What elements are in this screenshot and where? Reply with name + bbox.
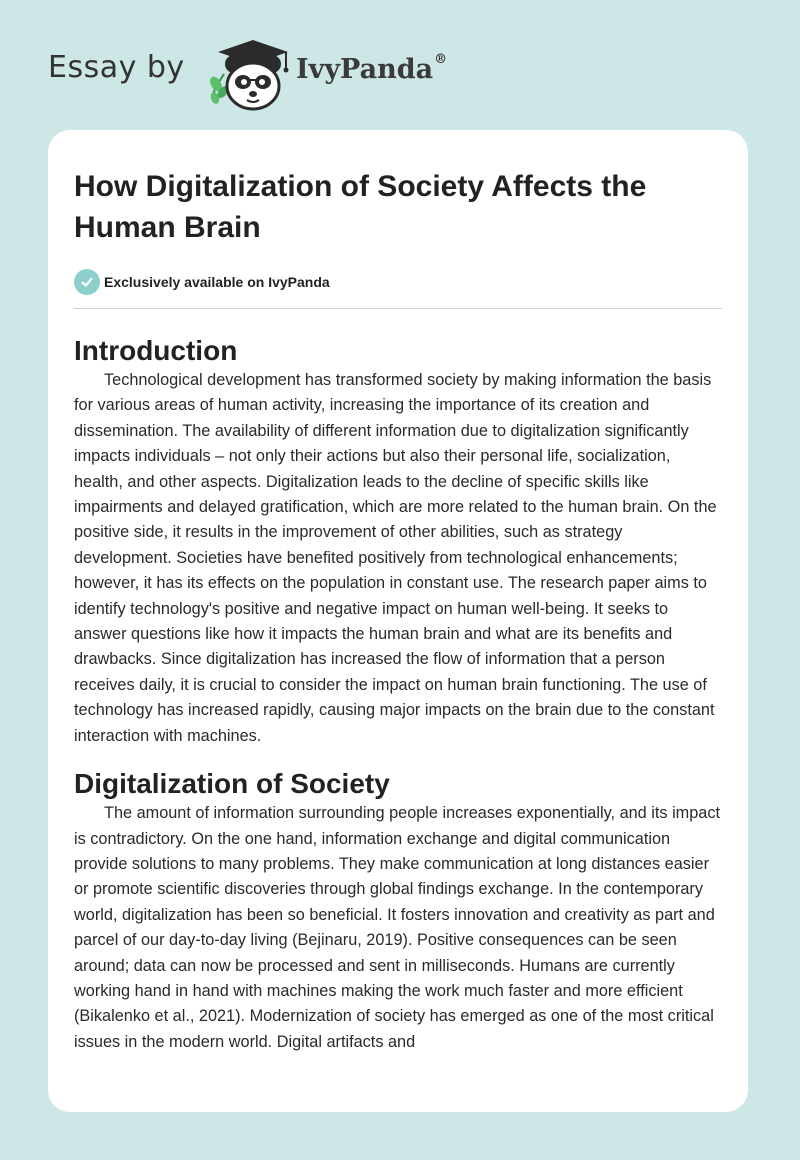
essay-by-label: Essay by <box>48 50 185 85</box>
brand-name[interactable] <box>296 54 447 85</box>
registered-mark: ® <box>434 52 448 67</box>
badge-text: Exclusively available on IvyPanda <box>104 274 330 290</box>
section-paragraph-introduction: Technological development has transformed society by making information the basis for various areas of human activity, increasing the importance of its creation and dissemination. The availability of different information due to digitalization significantly impacts individuals – not only their actions but also their personal life, socialization, health, and other aspects. Digitalization leads to the decline of specific skills like impairments and delayed gratification, which are more related to the human brain. On the positive side, it results in the improvement of other abilities, such as strategy development. Societies have benefited positively from technological enhancements; however, it has its effects on the population in constant use. The research paper aims to identify technology's positive and negative impact on human well-being. It seeks to answer questions like how it impacts the human brain and what are its benefits and drawbacks. Since digitalization has increased the flow of information that a person receives daily, it is crucial to consider the impact on human brain functioning. The use of technology has increased rapidly, causing major impacts on the brain due to the constant interaction with machines. <box>74 371 717 745</box>
panda-logo-icon[interactable] <box>206 34 294 112</box>
section-paragraph-digitalization: The amount of information surrounding people increases exponentially, and its impact is contradictory. On the one hand, information exchange and digital communication provide solutions to many problems. They make communication at long distances easier or promote scientific discoveries through global findings exchange. In the contemporary world, digitalization has been so beneficial. It fosters innovation and creativity as part and parcel of our day-to-day living (Bejinaru, 2019). Positive consequences can be seen around; data can now be processed and sent in milliseconds. Humans are currently working hand in hand with machines making the work much faster and more efficient (Bikalenko et al., 2021). Modernization of society has emerged as one of the most critical issues in the modern world. Digital artifacts and <box>74 804 721 1051</box>
essay-title: How Digitalization of Society Affects the Human Brain <box>74 170 647 244</box>
site-header <box>46 28 546 118</box>
check-circle-icon <box>74 269 100 295</box>
exclusive-badge <box>74 268 722 296</box>
section-heading-introduction: Introduction <box>74 335 238 366</box>
section-heading-digitalization: Digitalization of Society <box>74 768 390 800</box>
brand-text: IvyPanda <box>296 54 434 85</box>
essay-card <box>48 130 748 1112</box>
divider <box>74 308 722 309</box>
